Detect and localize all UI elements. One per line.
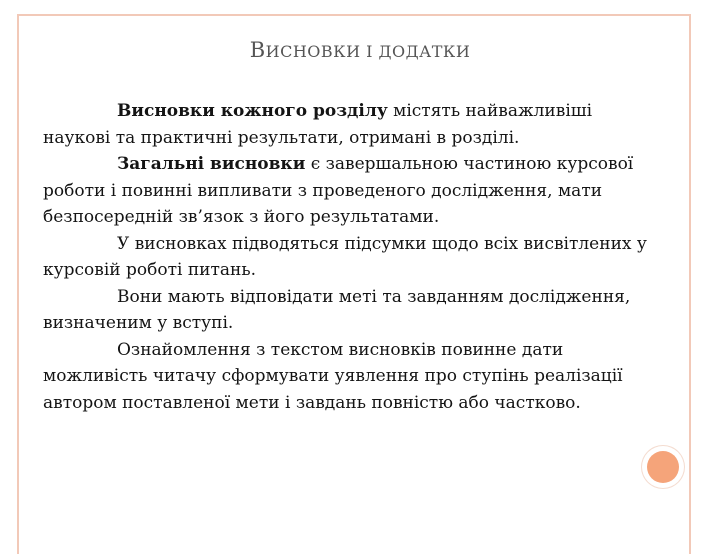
paragraph-text: Ознайомлення з текстом висновків повинне дати можливість читачу сформувати уявлення про ступінь реалізації автором поставленої мети і завдань повністю або частково. <box>43 339 623 413</box>
paragraph-text: У висновках підводяться підсумки щодо всіх висвітлених у курсовій роботі питань. <box>43 233 647 280</box>
slide-body <box>43 98 653 416</box>
title-first-letter: В <box>249 38 266 62</box>
paragraph-text: є завершальною частиною курсової роботи і повинні випливати з проведеного дослідження, мати безпосередній зв’язок з його результатами. <box>43 154 634 227</box>
paragraph-goals <box>43 284 653 337</box>
paragraph-bold-lead: Загальні висновки <box>117 154 306 174</box>
paragraph-summary <box>43 231 653 284</box>
title-rest: ИСНОВКИ І ДОДАТКИ <box>265 42 471 61</box>
paragraph-bold-lead: Висновки кожного розділу <box>117 101 388 121</box>
paragraph-familiarization <box>43 337 653 417</box>
decorative-circle-dot <box>647 451 679 483</box>
paragraph-text: Вони мають відповідати меті та завданням дослідження, визначеним у вступі. <box>43 286 631 333</box>
paragraph-general-conclusions <box>43 151 653 231</box>
slide-title <box>0 38 720 62</box>
paragraph-section-conclusions <box>43 98 653 151</box>
paragraph-text: містять найважливіші наукові та практичні результати, отримані в розділі. <box>43 101 593 148</box>
